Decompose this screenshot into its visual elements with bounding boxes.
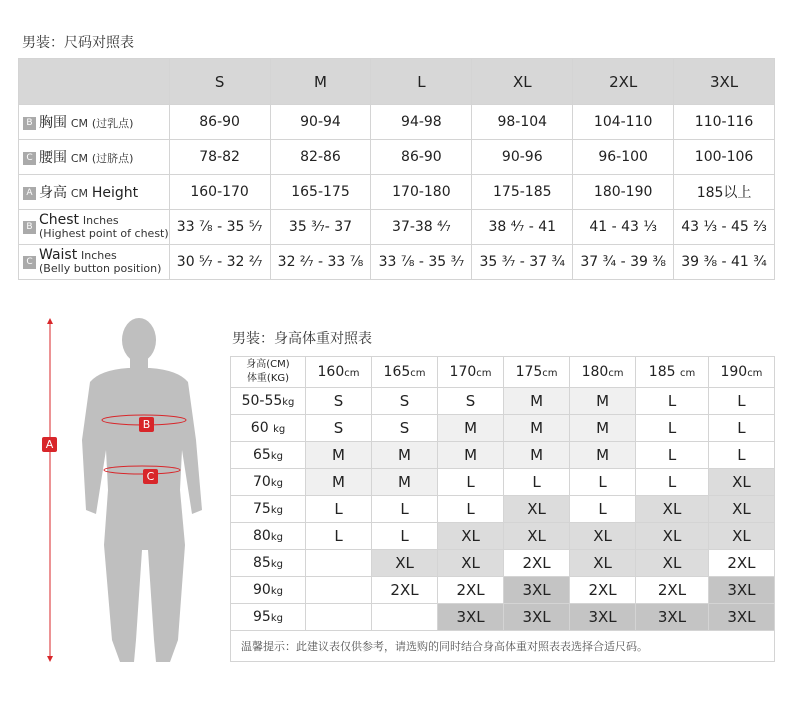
weight-value: 70 — [253, 474, 271, 490]
height-header — [372, 357, 438, 388]
corner-cell — [231, 357, 306, 388]
recommended-size: S — [306, 388, 372, 415]
recommended-size: XL — [708, 523, 774, 550]
weight-value: 65 — [253, 447, 271, 463]
row-unit: CM — [70, 187, 88, 200]
size-value: 104-110 — [573, 105, 674, 140]
weight-label — [231, 415, 306, 442]
recommended-size: L — [372, 523, 438, 550]
corner-top-label: 身高(CM) — [246, 359, 290, 370]
recommended-size: L — [570, 469, 636, 496]
size-header: L — [371, 59, 472, 105]
recommended-size: 2XL — [570, 577, 636, 604]
weight-label — [231, 604, 306, 631]
recommended-size: M — [372, 442, 438, 469]
row-label — [19, 105, 170, 140]
recommended-size: 3XL — [504, 604, 570, 631]
size-value: 30 ⁵⁄₇ - 32 ²⁄₇ — [169, 245, 270, 280]
recommended-size: L — [306, 496, 372, 523]
weight-value: 90 — [253, 582, 271, 598]
recommended-size: 2XL — [504, 550, 570, 577]
recommended-size: M — [438, 415, 504, 442]
recommended-size: M — [570, 388, 636, 415]
marker-b-icon: B — [23, 221, 36, 234]
size-chart-title: 男装：尺码对照表 — [22, 35, 134, 51]
weight-unit: kg — [270, 559, 283, 570]
height-value: 170 — [449, 364, 477, 380]
recommended-size: M — [504, 388, 570, 415]
size-value: 110-116 — [674, 105, 775, 140]
recommended-size — [372, 604, 438, 631]
height-header — [306, 357, 372, 388]
height-header — [708, 357, 774, 388]
height-header-row — [231, 357, 775, 388]
corner-cell — [19, 59, 170, 105]
recommended-size: XL — [636, 496, 709, 523]
size-value: 94-98 — [371, 105, 472, 140]
height-value: 185 — [648, 364, 680, 380]
row-note: (过脐点) — [91, 152, 134, 165]
weight-value: 80 — [253, 528, 271, 544]
weight-unit: kg — [273, 424, 286, 435]
marker-a-icon: A — [23, 187, 36, 200]
recommended-size: M — [504, 442, 570, 469]
corner-bottom-label: 体重(KG) — [246, 373, 290, 384]
recommended-size: L — [708, 388, 774, 415]
recommended-size: M — [306, 469, 372, 496]
height-value: 160 — [317, 364, 345, 380]
row-label — [19, 175, 170, 210]
weight-value: 85 — [253, 555, 271, 571]
size-value: 32 ²⁄₇ - 33 ⅞ — [270, 245, 371, 280]
size-value: 78-82 — [169, 140, 270, 175]
row-unit: Inches — [82, 214, 119, 227]
recommended-size — [306, 550, 372, 577]
row-note: (Highest point of chest) — [39, 227, 169, 240]
body-silhouette-icon — [20, 310, 220, 670]
recommended-size: 3XL — [504, 577, 570, 604]
height-unit: cm — [679, 368, 696, 379]
size-value: 86-90 — [169, 105, 270, 140]
size-value: 33 ⅞ - 35 ³⁄₇ — [371, 245, 472, 280]
height-header — [570, 357, 636, 388]
recommended-size: XL — [570, 523, 636, 550]
measure-row-chest-inches — [19, 210, 775, 245]
size-value: 90-96 — [472, 140, 573, 175]
size-header: 3XL — [674, 59, 775, 105]
recommended-size: L — [636, 469, 709, 496]
measure-row-waist-inches — [19, 245, 775, 280]
height-unit: cm — [747, 368, 763, 379]
recommended-size: L — [636, 415, 709, 442]
recommended-size — [306, 604, 372, 631]
recommended-size: M — [306, 442, 372, 469]
height-unit: cm — [608, 368, 624, 379]
recommended-size: L — [636, 388, 709, 415]
note-row — [231, 631, 775, 662]
weight-unit: kg — [270, 613, 283, 624]
weight-row — [231, 496, 775, 523]
row-unit: CM — [70, 152, 88, 165]
weight-unit: kg — [270, 478, 283, 489]
weight-row — [231, 388, 775, 415]
size-value: 96-100 — [573, 140, 674, 175]
height-marker-a: A — [42, 437, 57, 452]
recommended-size: 3XL — [708, 577, 774, 604]
size-header: M — [270, 59, 371, 105]
recommended-size: L — [570, 496, 636, 523]
row-unit: Inches — [81, 249, 117, 262]
size-value: 39 ⅜ - 41 ¾ — [674, 245, 775, 280]
recommended-size: S — [438, 388, 504, 415]
row-label-text: 腰围 — [39, 150, 67, 166]
size-value: 165-175 — [270, 175, 371, 210]
marker-c-icon: C — [23, 256, 36, 269]
recommended-size: M — [570, 415, 636, 442]
height-header — [438, 357, 504, 388]
recommended-size: L — [708, 442, 774, 469]
measure-row-chest-cm — [19, 105, 775, 140]
hw-chart-title: 男装：身高体重对照表 — [232, 331, 372, 347]
recommended-size: M — [372, 469, 438, 496]
weight-value: 75 — [253, 501, 271, 517]
size-header-row — [19, 59, 775, 105]
measure-row-waist-cm — [19, 140, 775, 175]
row-label — [19, 210, 170, 245]
weight-unit: kg — [282, 397, 295, 408]
recommended-size: XL — [708, 496, 774, 523]
weight-value: 60 — [250, 420, 274, 436]
measure-row-height — [19, 175, 775, 210]
size-value: 82-86 — [270, 140, 371, 175]
weight-row — [231, 550, 775, 577]
size-header: XL — [472, 59, 573, 105]
row-unit: CM — [70, 117, 88, 130]
row-label-text: Chest — [39, 212, 80, 228]
weight-label — [231, 523, 306, 550]
recommended-size: 2XL — [372, 577, 438, 604]
row-label — [19, 140, 170, 175]
recommended-size: L — [708, 415, 774, 442]
height-value: 175 — [515, 364, 543, 380]
size-value: 37 ¾ - 39 ⅜ — [573, 245, 674, 280]
recommended-size: L — [372, 496, 438, 523]
recommended-size: 2XL — [636, 577, 709, 604]
recommended-size: XL — [708, 469, 774, 496]
row-label-text: Waist — [39, 247, 78, 263]
weight-label — [231, 469, 306, 496]
height-value: 165 — [383, 364, 411, 380]
height-unit: cm — [410, 368, 426, 379]
weight-row — [231, 469, 775, 496]
recommended-size: XL — [570, 550, 636, 577]
size-value: 98-104 — [472, 105, 573, 140]
height-value: 180 — [581, 364, 609, 380]
size-chart-table — [18, 58, 775, 280]
recommended-size: L — [438, 469, 504, 496]
height-unit: cm — [344, 368, 360, 379]
row-note: (过乳点) — [91, 117, 134, 130]
recommended-size: 3XL — [636, 604, 709, 631]
row-label-text: 胸围 — [39, 115, 67, 131]
size-value: 100-106 — [674, 140, 775, 175]
weight-row — [231, 415, 775, 442]
recommended-size: L — [636, 442, 709, 469]
size-header: S — [169, 59, 270, 105]
recommended-size: S — [372, 388, 438, 415]
size-value: 33 ⅞ - 35 ⁵⁄₇ — [169, 210, 270, 245]
recommended-size: XL — [438, 523, 504, 550]
recommended-size: S — [372, 415, 438, 442]
size-value: 41 - 43 ⅓ — [573, 210, 674, 245]
chest-marker-b: B — [139, 417, 154, 432]
recommended-size: L — [306, 523, 372, 550]
waist-marker-c: C — [143, 469, 158, 484]
tip-note: 温馨提示：此建议表仅供参考，请选购的同时结合身高体重对照表表选择合适尺码。 — [231, 631, 775, 662]
weight-unit: kg — [270, 451, 283, 462]
size-value: 180-190 — [573, 175, 674, 210]
height-header — [636, 357, 709, 388]
size-value: 43 ⅓ - 45 ⅔ — [674, 210, 775, 245]
size-value: 170-180 — [371, 175, 472, 210]
weight-unit: kg — [270, 586, 283, 597]
size-value: 35 ³⁄₇ - 37 ¾ — [472, 245, 573, 280]
size-value: 38 ⁴⁄₇ - 41 — [472, 210, 573, 245]
recommended-size: 3XL — [570, 604, 636, 631]
recommended-size: XL — [372, 550, 438, 577]
weight-row — [231, 604, 775, 631]
recommended-size: M — [570, 442, 636, 469]
recommended-size: M — [438, 442, 504, 469]
weight-row — [231, 442, 775, 469]
recommended-size: XL — [504, 523, 570, 550]
recommended-size — [306, 577, 372, 604]
weight-row — [231, 523, 775, 550]
size-value: 35 ³⁄₇- 37 — [270, 210, 371, 245]
height-value: 190 — [720, 364, 748, 380]
row-label-text: 身高 — [39, 185, 67, 201]
recommended-size: 3XL — [708, 604, 774, 631]
size-header: 2XL — [573, 59, 674, 105]
row-note: (Belly button position) — [39, 262, 162, 275]
height-weight-table — [230, 356, 775, 662]
recommended-size: XL — [636, 550, 709, 577]
row-note: Height — [91, 185, 139, 201]
weight-value: 95 — [253, 609, 271, 625]
recommended-size: 2XL — [438, 577, 504, 604]
recommended-size: XL — [504, 496, 570, 523]
marker-c-icon: C — [23, 152, 36, 165]
weight-value: 50-55 — [241, 393, 283, 409]
recommended-size: 2XL — [708, 550, 774, 577]
weight-label — [231, 496, 306, 523]
weight-label — [231, 442, 306, 469]
height-header — [504, 357, 570, 388]
recommended-size: L — [504, 469, 570, 496]
size-value: 175-185 — [472, 175, 573, 210]
weight-label — [231, 550, 306, 577]
size-value: 37-38 ⁴⁄₇ — [371, 210, 472, 245]
weight-row — [231, 577, 775, 604]
weight-unit: kg — [270, 532, 283, 543]
row-label — [19, 245, 170, 280]
size-value: 160-170 — [169, 175, 270, 210]
size-value: 90-94 — [270, 105, 371, 140]
weight-unit: kg — [270, 505, 283, 516]
recommended-size: M — [504, 415, 570, 442]
height-unit: cm — [542, 368, 558, 379]
recommended-size: XL — [438, 550, 504, 577]
body-figure — [20, 310, 220, 670]
size-value: 86-90 — [371, 140, 472, 175]
height-unit: cm — [476, 368, 492, 379]
recommended-size: L — [438, 496, 504, 523]
recommended-size: S — [306, 415, 372, 442]
weight-label — [231, 388, 306, 415]
marker-b-icon: B — [23, 117, 36, 130]
size-value: 185以上 — [674, 175, 775, 210]
recommended-size: XL — [636, 523, 709, 550]
recommended-size: 3XL — [438, 604, 504, 631]
weight-label — [231, 577, 306, 604]
